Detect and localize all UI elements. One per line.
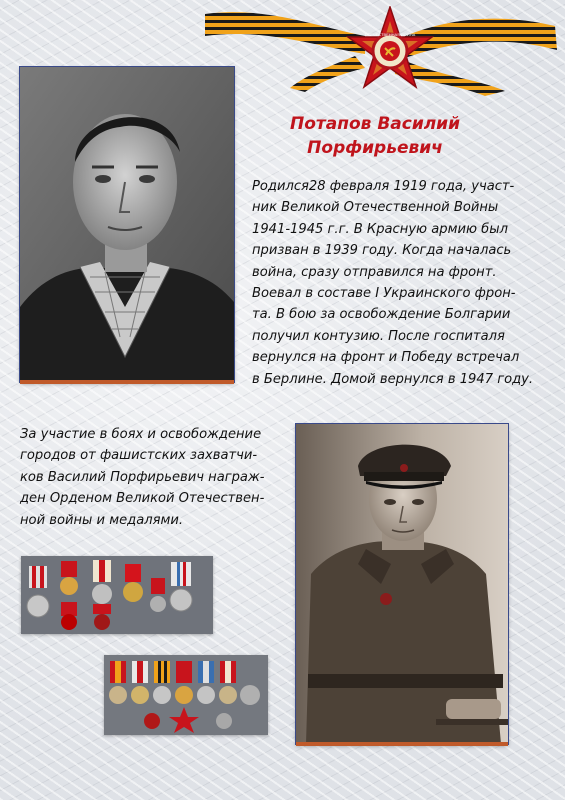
medals-photo-1 [21,556,213,634]
person-name [280,112,470,160]
st-george-ribbon-emblem [205,6,560,96]
awards-text: За участие в боях и освобождение городов от фашистских захватчи- ков Василий Порфирьевич награж- ден Орденом Великой Отечествен- ной войны и медалями. [20,427,265,528]
portrait-photo [20,67,234,382]
military-photo [296,424,508,744]
medals-photo-2 [104,655,268,735]
emblem-text: ОТЕЧЕСТВЕННАЯ ВОЙНА [364,32,416,37]
name-line-2: Порфирьевич [307,138,443,158]
portrait-frame-accent [20,380,234,384]
name-line-1: Потапов Василий [289,114,461,134]
military-photo-frame-accent [296,742,508,746]
biography-text: Родился28 февраля 1919 года, участ- ник Великой Отечественной Войны 1941-1945 г.г. В Красную армию был призван в 1939 году. Когда началась война, сразу отправился на фронт. Воевал в составе I Украинского фрон- та. В бою за освобождение Болгарии получил контузию. После госпиталя вернулся на фронт и Победу встречал в Берлине. Домой вернулся в 1947 году. [252,179,534,387]
